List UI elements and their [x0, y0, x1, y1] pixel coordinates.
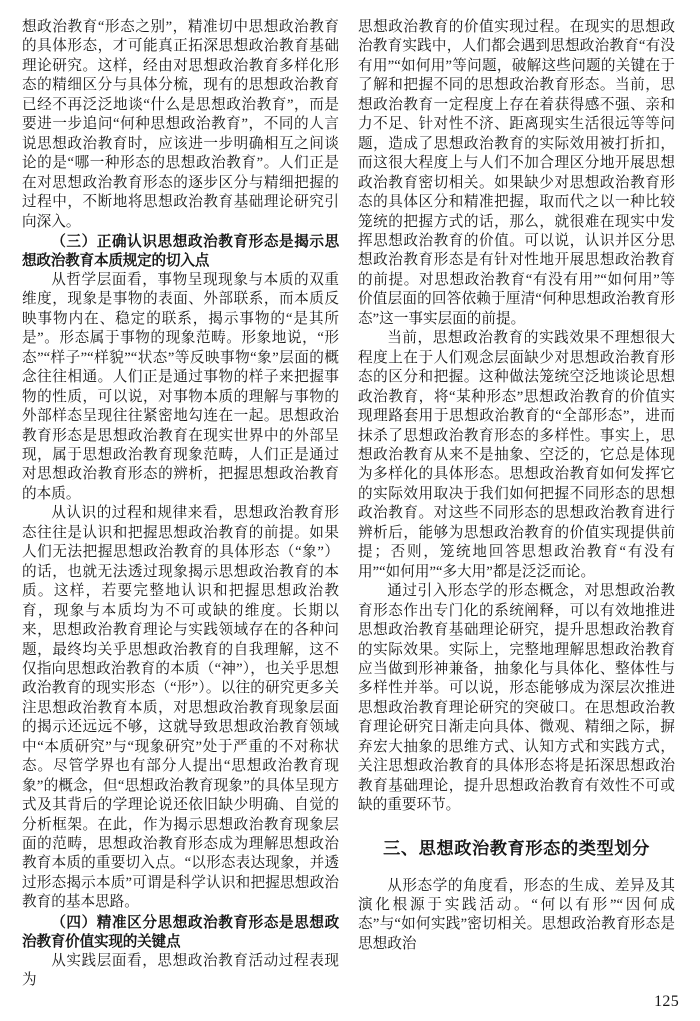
- paragraph: 从哲学层面看，事物呈现现象与本质的双重维度，现象是事物的表面、外部联系，而本质反映事物内在、稳定的联系，揭示事物的“是其所是”。形态属于事物的现象范畴。形象地说，“形态”“样子”“样貌”“状态”等反映事物“象”层面的概念往往相通。人们正是通过事物的样子来把握事物的性质，可以说，对事物本质的理解与事物的外部样态呈现往往紧密地勾连在一起。思想政治教育形态是思想政治教育在现实世界中的外部呈现，属于思想政治教育现象范畴，人们正是通过对思想政治教育形态的辨析，把握思想政治教育的本质。: [22, 271, 339, 502]
- left-column: [22, 18, 339, 991]
- left-column-content: [22, 18, 339, 991]
- paragraph: 从认识的过程和规律来看，思想政治教育形态往往是认识和把握思想政治教育的前提。如果人们无法把握思想政治教育的具体形态（“象”）的话，也就无法透过现象揭示思想政治教育的本质。这样，若要完整地认识和把握思想政治教育，现象与本质均为不可或缺的维度。长期以来，思想政治教育理论与实践领域存在的各种问题，最终均关乎思想政治教育的自我理解，这不仅指向思想政治教育的本质（“神”），也关乎思想政治教育的现实形态（“形”）。以往的研究更多关注思想政治教育本质，对思想政治教育现象层面的揭示还远远不够，这就导致思想政治教育领域中“本质研究”与“现象研究”处于严重的不对称状态。尽管学界也有部分人提出“思想政治教育现象”的概念，但“思想政治教育现象”的具体呈现方式及其背后的学理论说还依旧缺少明确、自觉的分析框架。在此，作为揭示思想政治教育现象层面的范畴，思想政治教育形态成为理解思想政治教育本质的重要切入点。“以形态表达现象，并透过形态揭示本质”可谓是科学认识和把握思想政治教育的基本思路。: [22, 505, 339, 911]
- two-column-layout: [22, 18, 679, 989]
- section-heading-three: 三、思想政治教育形态的类型划分: [383, 838, 650, 859]
- page-number: 125: [654, 993, 679, 1010]
- paragraph: 从形态学的角度看，形态的生成、差异及其演化根源于实践活动。“何以有形”“因何成态”与“如何实践”密切相关。思想政治教育形态是思想政治: [358, 877, 675, 952]
- right-column: [358, 18, 675, 954]
- paragraph: 当前，思想政治教育的实践效果不理想很大程度上在于人们观念层面缺少对思想政治教育形态的区分和把握。这种做法笼统空泛地谈论思想政治教育，将“某种形态”思想政治教育的价值实现理路套用于思想政治教育的“全部形态”，进而抹杀了思想政治教育形态的多样性。事实上，思想政治教育从来不是抽象、空泛的，它总是体现为多样化的具体形态。思想政治教育如何发挥它的实际效用取决于我们如何把握不同形态的思想政治教育。对这些不同形态的思想政治教育进行辨析后，能够为思想政治教育的价值实现提供前提；否则，笼统地回答思想政治教育“有没有用”“如何用”“多大用”都是泛泛而论。: [358, 330, 675, 580]
- paragraph: 从实践层面看，思想政治教育活动过程表现为: [22, 952, 339, 989]
- right-column-content: [358, 18, 675, 954]
- subheading-three: （三）正确认识思想政治教育形态是揭示思想政治教育本质规定的切入点: [22, 232, 339, 270]
- paragraph: 思想政治教育的价值实现过程。在现实的思想政治教育实践中，人们都会遇到思想政治教育“有没有用”“如何用”等问题，破解这些问题的关键在于了解和把握不同的思想政治教育形态。当前，思想政治教育一定程度上存在着获得感不强、亲和力不足、针对性不济、距离现实生活很远等等问题，造成了思想政治教育的实际效用被打折扣，而这很大程度上与人们不加合理区分地开展思想政治教育密切相关。如果缺少对思想政治教育形态的具体区分和精准把握，取而代之以一种比较笼统的把握方式的话，那么，就很难在现实中发挥思想政治教育的价值。可以说，认识并区分思想政治教育形态是有针对性地开展思想政治教育的前提。对思想政治教育“有没有用”“如何用”等价值层面的回答依赖于厘清“何种思想政治教育形态”这一事实层面的前提。: [358, 19, 675, 327]
- paragraph: 想政治教育“形态之别”，精准切中思想政治教育的具体形态，才可能真正拓深思想政治教育基础理论研究。这样，经由对思想政治教育多样化形态的精细区分与具体分梳，现有的思想政治教育已经不再泛泛地谈“什么是思想政治教育”，而是要进一步追问“何种思想政治教育”，不同的人言说思想政治教育时，应该进一步明确相互之间谈论的是“哪一种形态的思想政治教育”。人们正是在对思想政治教育形态的逐步区分与精细把握的过程中，不断地将思想政治教育基础理论研究引向深入。: [22, 19, 339, 230]
- paragraph: 通过引入形态学的形态概念，对思想政治教育形态作出专门化的系统阐释，可以有效地推进思想政治教育基础理论研究，提升思想政治教育的实际效果。实际上，完整地理解思想政治教育应当做到形神兼备，抽象化与具体化、整体性与多样性并举。可以说，形态能够成为深层次推进思想政治教育理论研究的突破口。在思想政治教育理论研究日渐走向具体、微观、精细之际，摒弃宏大抽象的思维方式、认知方式和实践方式，关注思想政治教育的具体形态将是拓深思想政治教育基础理论，提升思想政治教育有效性不可或缺的重要环节。: [358, 583, 675, 814]
- subheading-four: （四）精准区分思想政治教育形态是思想政治教育价值实现的关键点: [22, 913, 339, 951]
